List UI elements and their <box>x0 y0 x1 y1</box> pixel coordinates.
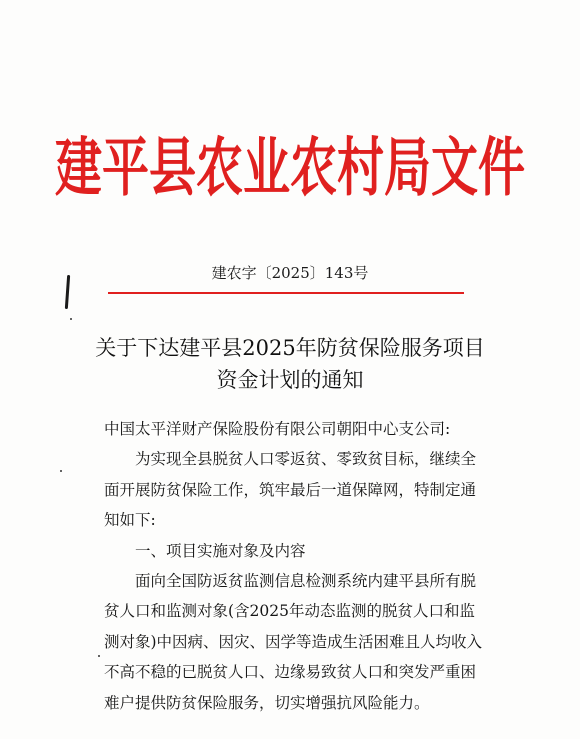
notice-title-line-2: 资金计划的通知 <box>216 368 364 392</box>
scan-speck <box>98 655 100 657</box>
addressee: 中国太平洋财产保险股份有限公司朝阳中心支公司: <box>104 420 451 438</box>
body-line: 面开展防贫保险工作，筑牢最后一道保障网，特制定通 <box>104 480 477 499</box>
section-heading: 一、项目实施对象及内容 <box>135 541 306 560</box>
document-number: 建农字〔2025〕143号 <box>211 264 369 282</box>
scan-speck <box>70 318 72 320</box>
body-line: 贫人口和监测对象(含2025年动态监测的脱贫人口和监 <box>104 602 475 621</box>
body-line: 为实现全县脱贫人口零返贫、零致贫目标，继续全 <box>135 450 477 469</box>
scan-speck <box>60 470 62 472</box>
document-masthead: 建平县农业农村局文件 <box>55 131 525 206</box>
red-separator-line <box>108 292 464 294</box>
notice-body <box>104 414 484 718</box>
body-line: 不高不稳的已脱贫人口、边缘易致贫人口和突发严重困 <box>104 663 477 682</box>
body-line: 面向全国防返贫监测信息检测系统内建平县所有脱 <box>135 572 477 591</box>
notice-title <box>0 332 580 396</box>
body-line: 测对象)中因病、因灾、因学等造成生活困难且人均收入 <box>104 632 483 651</box>
body-line: 知如下: <box>104 511 156 530</box>
notice-title-line-1: 关于下达建平县2025年防贫保险服务项目 <box>95 336 485 360</box>
body-line: 难户提供防贫保险服务，切实增强抗风险能力。 <box>104 693 430 712</box>
